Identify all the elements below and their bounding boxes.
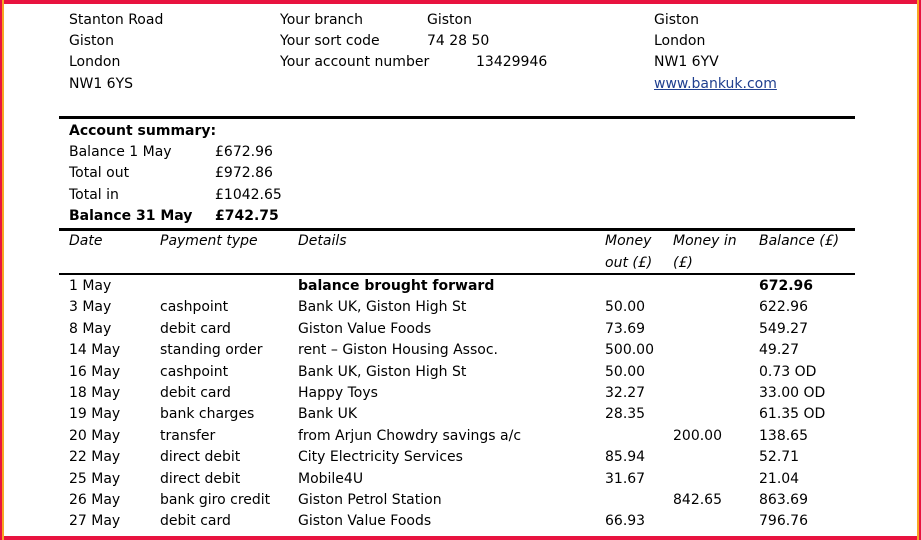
cell-date: 16 May bbox=[69, 364, 121, 380]
cell-date: 20 May bbox=[69, 428, 121, 444]
cell-date: 27 May bbox=[69, 513, 121, 529]
cell-details: balance brought forward bbox=[298, 278, 495, 294]
cell-payment-type: direct debit bbox=[160, 449, 241, 465]
customer-address-line: Giston bbox=[69, 33, 114, 49]
cell-details: Bank UK bbox=[298, 406, 358, 422]
cell-date: 25 May bbox=[69, 471, 121, 487]
cell-money-out: 32.27 bbox=[605, 385, 646, 401]
cell-balance: 33.00 OD bbox=[759, 385, 826, 401]
summary-title: Account summary: bbox=[69, 123, 217, 139]
cell-money-out: 50.00 bbox=[605, 299, 646, 315]
cell-date: 14 May bbox=[69, 342, 121, 358]
cell-payment-type: debit card bbox=[160, 385, 231, 401]
account-number-label: Your account number bbox=[280, 54, 430, 70]
cell-balance: 52.71 bbox=[759, 449, 800, 465]
cell-payment-type: transfer bbox=[160, 428, 216, 444]
cell-details: Giston Petrol Station bbox=[298, 492, 442, 508]
cell-payment-type: bank giro credit bbox=[160, 492, 271, 508]
cell-money-in: 200.00 bbox=[673, 428, 722, 444]
cell-money-out: 31.67 bbox=[605, 471, 646, 487]
cell-date: 3 May bbox=[69, 299, 112, 315]
bank-address-line: London bbox=[654, 33, 706, 49]
summary-label: Balance 1 May bbox=[69, 144, 172, 160]
header-bottom-rule bbox=[59, 273, 855, 275]
header-balance: Balance (£) bbox=[759, 233, 840, 249]
cell-balance: 863.69 bbox=[759, 492, 808, 508]
customer-address-line: London bbox=[69, 54, 121, 70]
cell-details: rent – Giston Housing Assoc. bbox=[298, 342, 498, 358]
cell-money-out: 500.00 bbox=[605, 342, 654, 358]
cell-money-out: 85.94 bbox=[605, 449, 646, 465]
cell-details: City Electricity Services bbox=[298, 449, 463, 465]
header-money-in: Money in bbox=[673, 233, 737, 249]
cell-payment-type: standing order bbox=[160, 342, 263, 358]
cell-date: 1 May bbox=[69, 278, 112, 294]
cell-date: 22 May bbox=[69, 449, 121, 465]
cell-details: Happy Toys bbox=[298, 385, 378, 401]
frame-bottom-border bbox=[0, 536, 921, 540]
header-money-out: out (£) bbox=[605, 255, 653, 271]
cell-payment-type: bank charges bbox=[160, 406, 255, 422]
frame-left-border bbox=[0, 0, 4, 540]
summary-value: £1042.65 bbox=[215, 187, 282, 203]
header-payment-type: Payment type bbox=[160, 233, 258, 249]
header-money-in: (£) bbox=[673, 255, 693, 271]
frame-top-border bbox=[0, 0, 921, 4]
summary-value: £972.86 bbox=[215, 165, 273, 181]
cell-date: 19 May bbox=[69, 406, 121, 422]
cell-balance: 21.04 bbox=[759, 471, 800, 487]
customer-address-line: Stanton Road bbox=[69, 12, 164, 28]
header-details: Details bbox=[298, 233, 347, 249]
cell-balance: 138.65 bbox=[759, 428, 808, 444]
summary-label: Total in bbox=[69, 187, 119, 203]
cell-balance: 49.27 bbox=[759, 342, 800, 358]
summary-value: £672.96 bbox=[215, 144, 273, 160]
bank-address-line: NW1 6YV bbox=[654, 54, 719, 70]
sort-code-value: 74 28 50 bbox=[427, 33, 490, 49]
summary-value: £742.75 bbox=[215, 208, 279, 224]
cell-date: 18 May bbox=[69, 385, 121, 401]
sort-code-label: Your sort code bbox=[280, 33, 380, 49]
cell-balance: 796.76 bbox=[759, 513, 808, 529]
cell-details: Bank UK, Giston High St bbox=[298, 364, 467, 380]
cell-details: Mobile4U bbox=[298, 471, 364, 487]
header-date: Date bbox=[69, 233, 103, 249]
cell-money-out: 73.69 bbox=[605, 321, 646, 337]
cell-balance: 672.96 bbox=[759, 278, 814, 294]
cell-details: Giston Value Foods bbox=[298, 321, 432, 337]
summary-label: Balance 31 May bbox=[69, 208, 193, 224]
bank-address-line: Giston bbox=[654, 12, 699, 28]
cell-balance: 0.73 OD bbox=[759, 364, 817, 380]
cell-money-in: 842.65 bbox=[673, 492, 722, 508]
branch-label: Your branch bbox=[280, 12, 364, 28]
cell-balance: 549.27 bbox=[759, 321, 808, 337]
frame-right-border bbox=[917, 0, 921, 540]
account-number-value: 13429946 bbox=[476, 54, 548, 70]
cell-money-out: 28.35 bbox=[605, 406, 646, 422]
cell-balance: 622.96 bbox=[759, 299, 808, 315]
cell-balance: 61.35 OD bbox=[759, 406, 826, 422]
cell-details: Giston Value Foods bbox=[298, 513, 432, 529]
cell-date: 8 May bbox=[69, 321, 112, 337]
summary-top-rule bbox=[59, 116, 855, 119]
cell-details: Bank UK, Giston High St bbox=[298, 299, 467, 315]
cell-date: 26 May bbox=[69, 492, 121, 508]
bank-website-link[interactable]: www.bankuk.com bbox=[654, 76, 777, 92]
cell-payment-type: cashpoint bbox=[160, 299, 229, 315]
summary-label: Total out bbox=[69, 165, 130, 181]
cell-payment-type: cashpoint bbox=[160, 364, 229, 380]
cell-details: from Arjun Chowdry savings a/c bbox=[298, 428, 522, 444]
cell-payment-type: debit card bbox=[160, 513, 231, 529]
cell-money-out: 66.93 bbox=[605, 513, 646, 529]
cell-money-out: 50.00 bbox=[605, 364, 646, 380]
cell-payment-type: debit card bbox=[160, 321, 231, 337]
cell-payment-type: direct debit bbox=[160, 471, 241, 487]
branch-value: Giston bbox=[427, 12, 472, 28]
header-money-out: Money bbox=[605, 233, 652, 249]
customer-address-line: NW1 6YS bbox=[69, 76, 134, 92]
